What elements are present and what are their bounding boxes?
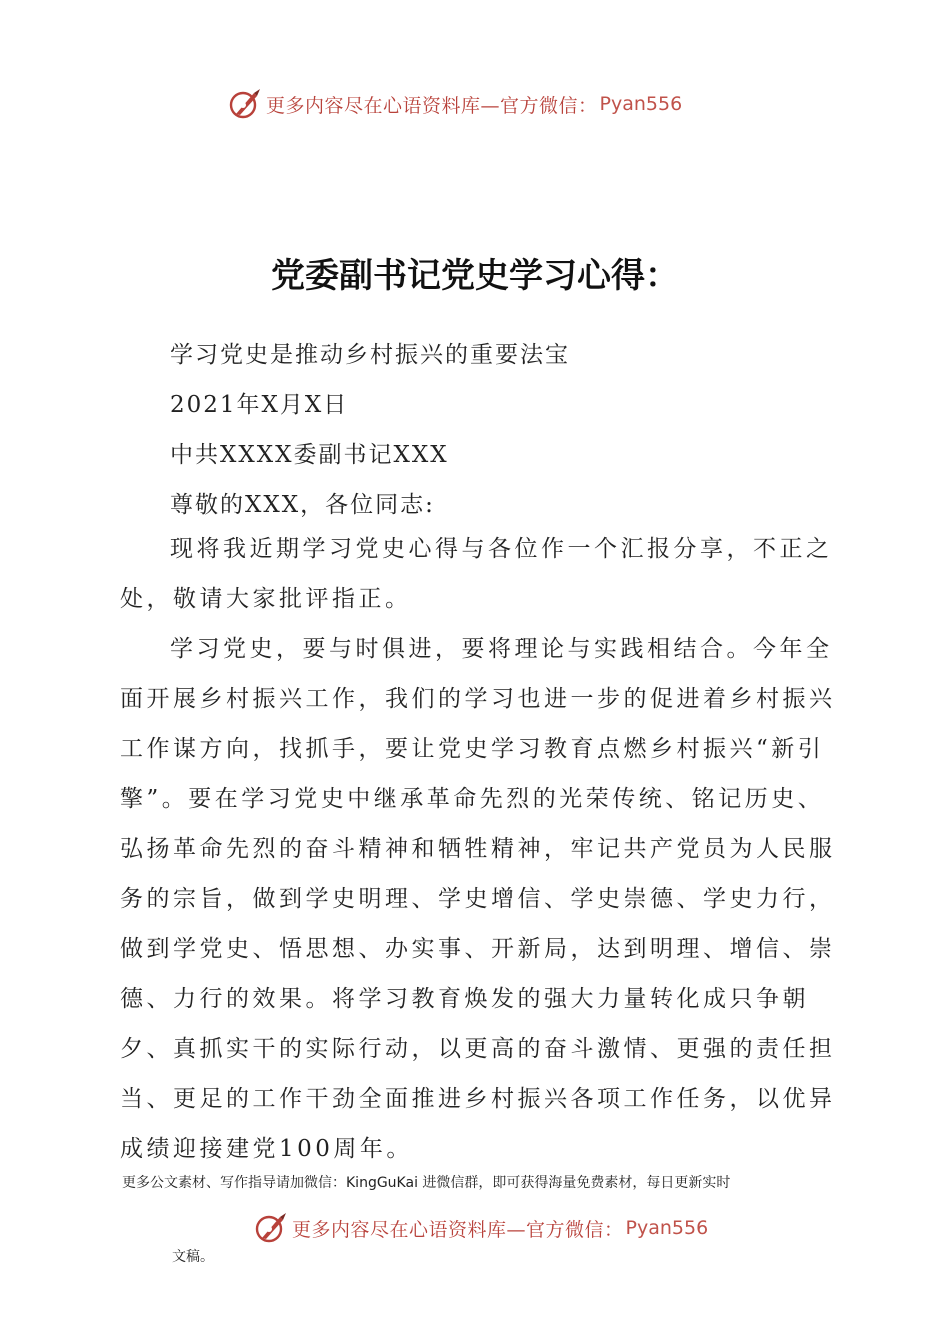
watermark-text: 更多内容尽在心语资料库—官方微信： (292, 1218, 624, 1241)
quill-logo-icon (228, 87, 262, 121)
document-author: 中共XXXX委副书记XXX (170, 442, 449, 468)
document-title: 党委副书记党史学习心得： (271, 256, 679, 296)
document-subtitle: 学习党史是推动乡村振兴的重要法宝 (170, 342, 570, 368)
body-paragraph-2: 学习党史，要与时俱进，要将理论与实践相结合。今年全面开展乡村振兴工作，我们的学习也进一步的促进着乡村振兴工作谋方向，找抓手，要让党史学习教育点燃乡村振兴“新引擎”。要在学习党史中继承革命先烈的光荣传统、铭记历史、弘扬革命先烈的奋斗精神和牺牲精神，牢记共产党员为人民服务的宗旨，做到学史明理、学史增信、学史崇德、学史力行，做到学党史、悟思想、办实事、开新局，达到明理、增信、崇德、力行的效果。将学习教育焕发的强大力量转化成只争朝夕、真抓实干的实际行动，以更高的奋斗激情、更强的责任担当、更足的工作干劲全面推进乡村振兴各项工作任务，以优异成绩迎接建党100周年。 (120, 636, 836, 1162)
footer-note: 更多公文素材、写作指导请加微信：KingGuKai 进微信群，即可获得海量免费素材，每日更新实时 (122, 1175, 731, 1191)
document-date: 2021年X月X日 (170, 392, 349, 418)
watermark-wechat-id: Pyan556 (599, 93, 683, 115)
footer-note-tail: 文稿。 (172, 1249, 214, 1265)
quill-logo-icon (254, 1211, 288, 1245)
watermark-banner-bottom (254, 1208, 708, 1248)
watermark-banner-top (228, 84, 682, 124)
document-salutation: 尊敬的XXX，各位同志: (170, 492, 435, 518)
body-paragraph-1: 现将我近期学习党史心得与各位作一个汇报分享，不正之处，敬请大家批评指正。 (120, 536, 833, 612)
watermark-text: 更多内容尽在心语资料库—官方微信： (266, 94, 598, 117)
watermark-wechat-id: Pyan556 (625, 1217, 709, 1239)
